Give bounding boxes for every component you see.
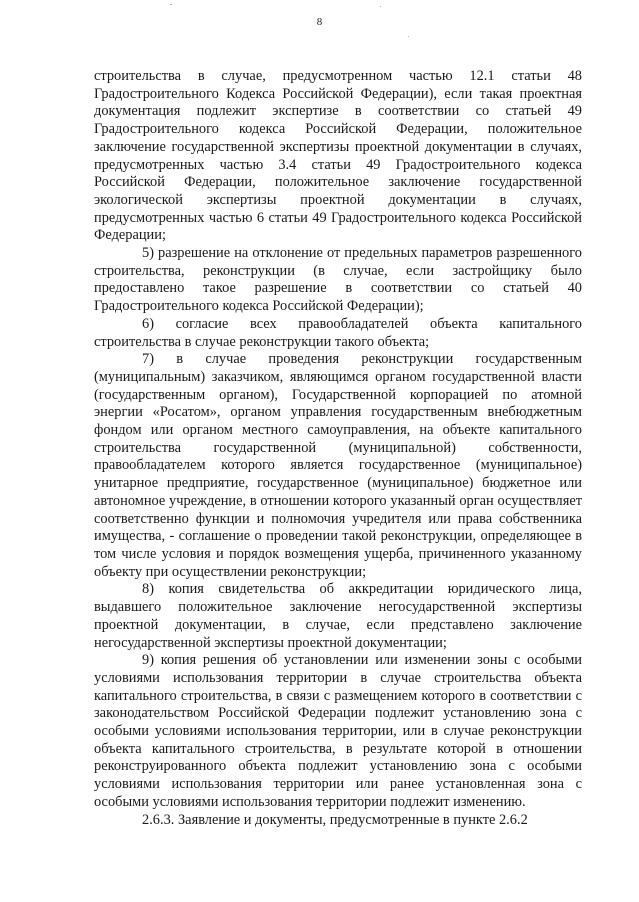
paragraph-item-9: 9) копия решения об установлении или изменении зоны с особыми условиями использования территории в случае строительства объекта капитального строительства, в связи с размещением которого в соответствии с законодательством Российской Федерации подлежит установлению зона с особыми условиями использования территории, или в случае реконструкции объекта капитального строительства, в результате которой в отношении реконструированного объекта подлежит установлению зона с особыми условиями использования территории или ранее установленная зона с особыми условиями использования территории подлежит изменению. [94, 652, 582, 810]
paragraph-item-8: 8) копия свидетельства об аккредитации юридического лица, выдавшего положительное заключение негосударственной экспертизы проектной документации, в случае, если представлено заключение негосударственной экспертизы проектной документации; [94, 581, 582, 651]
paragraph-item-7: 7) в случае проведения реконструкции государственным (муниципальным) заказчиком, являющимся органом государственной власти (государственным органом), Государственной корпорацией по атомной энергии «Росатом», органом управления государственным внебюджетным фондом или органом местного самоуправления, на объекте капитального строительства государственной (муниципальной) собственности, правообладателем которого является государственное (муниципальное) унитарное предприятие, государственное (муниципальное) бюджетное или автономное учреждение, в отношении которого указанный орган осуществляет соответственно функции и полномочия учредителя или права собственника имущества, - соглашение о проведении такой реконструкции, определяющее в том числе условия и порядок возмещения ущерба, причиненного указанному объекту при осуществлении реконструкции; [94, 351, 582, 580]
scan-speck [380, 6, 381, 7]
paragraph-continuation: строительства в случае, предусмотренном частью 12.1 статьи 48 Градостроительного Кодекса Российской Федерации), если такая проектная документация подлежит экспертизе в соответствии со статьей 49 Градостроительного кодекса Российской Федерации, положительное заключение государственной экспертизы проектной документации в случаях, предусмотренных частью 3.4 статьи 49 Градостроительного кодекса Российской Федерации, положительное заключение государственной экологической экспертизы проектной документации в случаях, предусмотренных частью 6 статьи 49 Градостроительного кодекса Российской Федерации; [94, 68, 582, 244]
paragraph-item-6: 6) согласие всех правообладателей объекта капитального строительства в случае реконструкции такого объекта; [94, 315, 582, 350]
scan-speck [170, 4, 172, 5]
paragraph-section-2-6-3: 2.6.3. Заявление и документы, предусмотренные в пункте 2.6.2 [142, 811, 528, 828]
page-number: 8 [316, 16, 323, 28]
document-body [94, 68, 582, 829]
scan-speck [408, 36, 409, 37]
paragraph-item-5: 5) разрешение на отклонение от предельных параметров разрешенного строительства, реконструкции (в случае, если застройщику было предоставлено такое разрешение в соответствии со статьей 40 Градостроительного кодекса Российской Федерации); [94, 245, 582, 315]
